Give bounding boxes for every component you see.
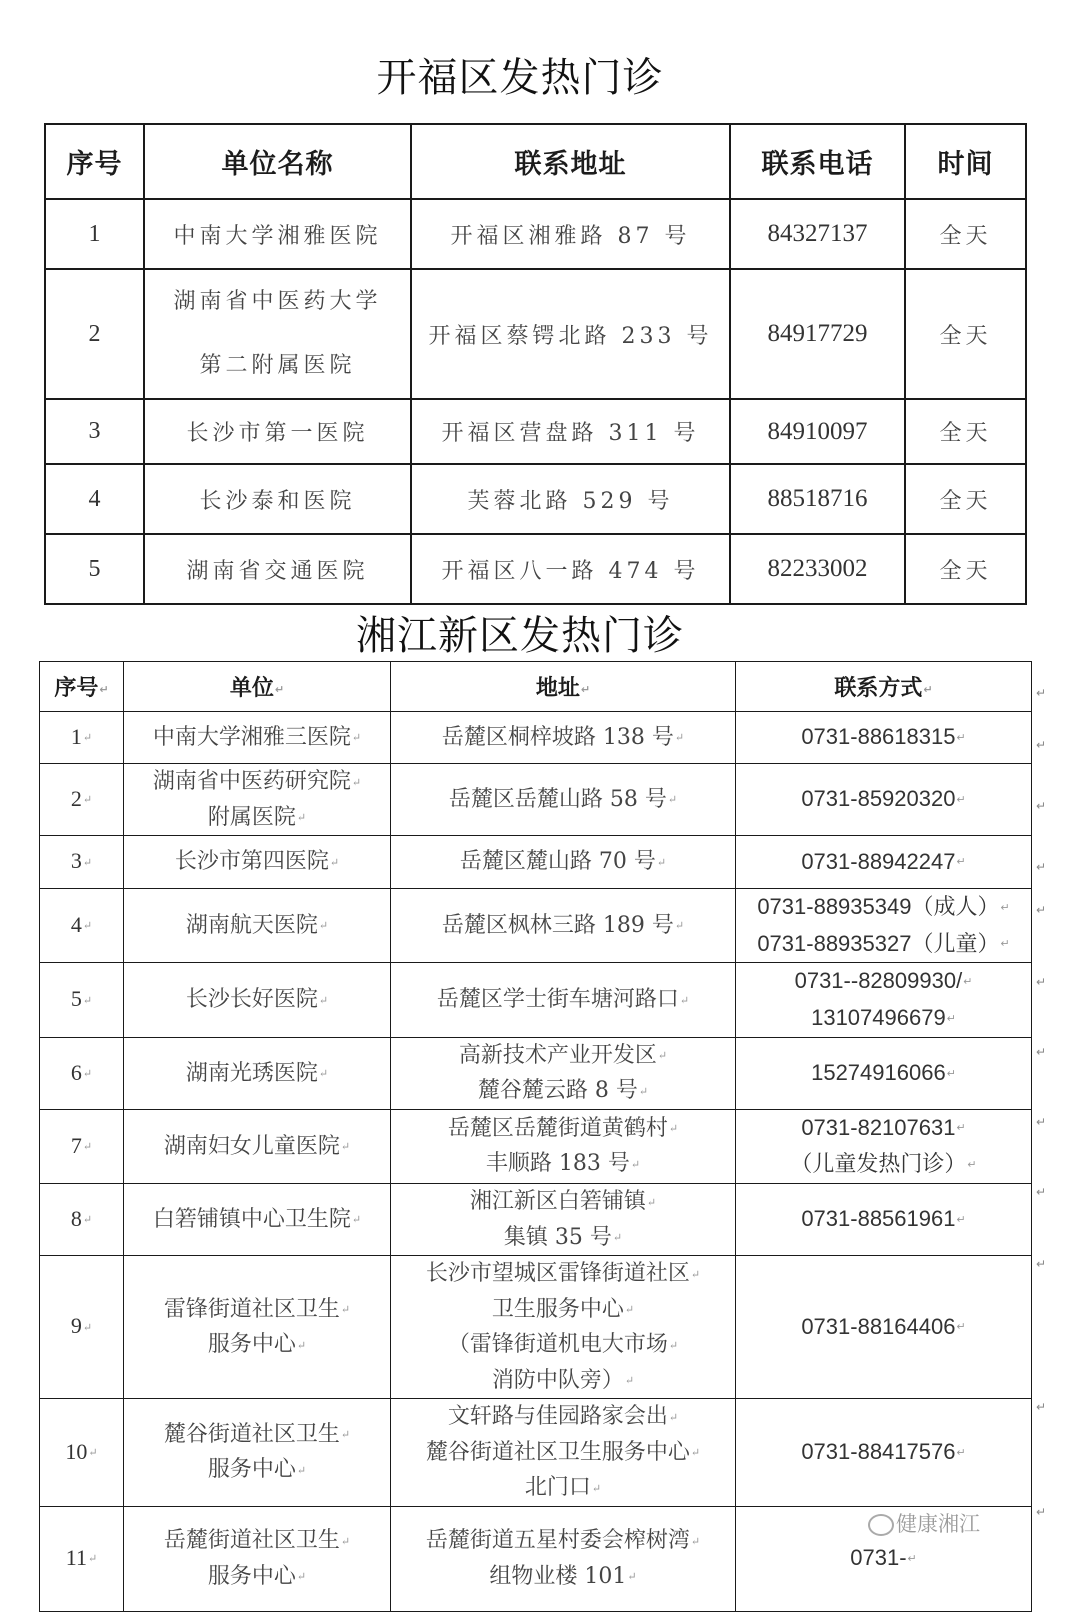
row-address-line: 文轩路与佳园路家会出 ↵	[391, 1399, 735, 1435]
row-address: 开福区营盘路 311 号	[411, 399, 730, 464]
row-unit-line: 长沙长好医院 ↵	[124, 982, 390, 1018]
row-address-line: （雷锋街道机电大市场 ↵	[391, 1327, 735, 1363]
row-address-line: 长沙市望城区雷锋街道社区 ↵	[391, 1256, 735, 1292]
row-no	[40, 836, 124, 889]
paragraph-mark-icon: ↵	[1036, 799, 1047, 813]
row-unit-line: 中南大学湘雅三医院 ↵	[124, 720, 390, 756]
row-address-line: 岳麓区学士街车塘河路口 ↵	[391, 982, 735, 1018]
row-address	[391, 712, 736, 764]
row-address-line: 丰顺路 183 号 ↵	[391, 1146, 735, 1182]
row-address-line: 高新技术产业开发区 ↵	[391, 1038, 735, 1074]
row-no	[40, 1184, 124, 1256]
row-contact-line: 0731-88164406 ↵	[736, 1309, 1031, 1346]
row-address-line: 湘江新区白箬铺镇 ↵	[391, 1184, 735, 1220]
header-no: 序号	[45, 124, 144, 199]
row-address	[391, 963, 736, 1037]
row-contact-line: 0731-88618315 ↵	[736, 719, 1031, 756]
paragraph-mark-icon: ↵	[1036, 1400, 1047, 1414]
row-contact	[736, 1256, 1032, 1399]
row-contact-line: 0731-85920320 ↵	[736, 781, 1031, 818]
table-row	[45, 269, 1026, 399]
row-unit-line: 麓谷街道社区卫生 ↵	[124, 1417, 390, 1453]
table-row	[45, 464, 1026, 534]
row-time: 全天	[905, 269, 1026, 399]
row-name: 长沙市第一医院	[144, 399, 411, 464]
row-unit	[124, 1184, 391, 1256]
row-contact	[736, 712, 1032, 764]
row-contact-line: 0731- ↵	[736, 1540, 1031, 1577]
row-unit	[124, 963, 391, 1037]
row-unit-line: 附属医院 ↵	[124, 800, 390, 836]
header-unit	[124, 662, 391, 712]
row-unit-line: 长沙市第四医院 ↵	[124, 844, 390, 880]
paragraph-mark-icon: ↵	[1036, 1257, 1047, 1271]
row-unit-line: 湖南省中医药研究院 ↵	[124, 764, 390, 800]
row-address-line: 卫生服务中心 ↵	[391, 1292, 735, 1328]
row-time: 全天	[905, 534, 1026, 604]
row-address	[391, 1037, 736, 1109]
row-no-line: 7 ↵	[40, 1128, 123, 1165]
row-address-line: 消防中队旁） ↵	[391, 1363, 735, 1399]
row-contact	[736, 963, 1032, 1037]
paragraph-mark-icon: ↵	[1036, 1045, 1047, 1059]
table-row	[40, 1184, 1032, 1256]
row-contact	[736, 1184, 1032, 1256]
row-time: 全天	[905, 199, 1026, 269]
row-address-line: 集镇 35 号 ↵	[391, 1220, 735, 1256]
paragraph-mark-icon: ↵	[1036, 903, 1047, 917]
row-contact-line: 0731-88561961 ↵	[736, 1201, 1031, 1238]
row-address-line: 组物业楼 101 ↵	[391, 1559, 735, 1595]
row-name-line: 湖南省中医药大学	[173, 289, 382, 314]
row-no-line: 6 ↵	[40, 1055, 123, 1092]
row-contact	[736, 889, 1032, 963]
row-contact-line: 0731-82107631 ↵	[736, 1110, 1031, 1147]
row-unit	[124, 889, 391, 963]
row-no: 4	[45, 464, 144, 534]
row-unit-line: 湖南妇女儿童医院 ↵	[124, 1129, 390, 1165]
row-address-line: 岳麓区桐梓坡路 138 号 ↵	[391, 720, 735, 756]
row-address: 开福区蔡锷北路 233 号	[411, 269, 730, 399]
row-address	[391, 1256, 736, 1399]
row-address: 芙蓉北路 529 号	[411, 464, 730, 534]
table-row	[40, 712, 1032, 764]
paragraph-mark-icon: ↵	[1036, 1505, 1047, 1519]
row-phone: 84910097	[730, 399, 905, 464]
row-address	[391, 764, 736, 836]
row-phone: 88518716	[730, 464, 905, 534]
kaifu-fever-clinic-table	[44, 123, 1027, 605]
row-no-line: 4 ↵	[40, 907, 123, 944]
row-no: 1	[45, 199, 144, 269]
row-name	[144, 269, 411, 399]
watermark-text: 健康湘江	[896, 1512, 980, 1536]
row-contact	[736, 1109, 1032, 1183]
row-name: 中南大学湘雅医院	[144, 199, 411, 269]
row-no	[40, 1109, 124, 1183]
row-contact-line: 0731-88935327（儿童） ↵	[736, 926, 1031, 963]
watermark	[868, 1508, 980, 1538]
kaifu-title: 开福区发热门诊	[376, 55, 664, 101]
table-row	[45, 399, 1026, 464]
row-no-line: 3 ↵	[40, 843, 123, 880]
row-no	[40, 1506, 124, 1611]
row-contact-line: 0731-88935349（成人） ↵	[736, 889, 1031, 926]
header-contact-label: 联系方式 ↵	[834, 676, 932, 701]
paragraph-mark-icon: ↵	[1036, 1185, 1047, 1199]
row-contact-line: 13107496679 ↵	[736, 1000, 1031, 1037]
row-address-line: 岳麓区岳麓山路 58 号 ↵	[391, 782, 735, 818]
row-unit	[124, 764, 391, 836]
row-no-line: 8 ↵	[40, 1201, 123, 1238]
row-address	[391, 1506, 736, 1611]
row-address-line: 岳麓区岳麓街道黄鹤村 ↵	[391, 1111, 735, 1147]
header-contact	[736, 662, 1032, 712]
xiangjiang-fever-clinic-table	[39, 661, 1032, 1612]
row-unit-line: 湖南航天医院 ↵	[124, 908, 390, 944]
paragraph-mark-icon: ↵	[1036, 1115, 1047, 1129]
row-address-line: 岳麓街道五星村委会榨树湾 ↵	[391, 1523, 735, 1559]
row-unit-line: 岳麓街道社区卫生 ↵	[124, 1523, 390, 1559]
row-address-line: 岳麓区麓山路 70 号 ↵	[391, 844, 735, 880]
paragraph-mark-icon: ↵	[1036, 738, 1047, 752]
paragraph-mark-icon: ↵	[1036, 860, 1047, 874]
row-contact	[736, 1037, 1032, 1109]
table-row	[40, 1256, 1032, 1399]
table-row	[40, 963, 1032, 1037]
row-no-line: 9 ↵	[40, 1308, 123, 1345]
row-phone: 82233002	[730, 534, 905, 604]
table-header-row	[45, 124, 1026, 199]
row-unit-line: 雷锋街道社区卫生 ↵	[124, 1292, 390, 1328]
row-unit-line: 服务中心 ↵	[124, 1452, 390, 1488]
table-row	[40, 889, 1032, 963]
row-address-line: 北门口 ↵	[391, 1470, 735, 1506]
row-contact-line: 15274916066 ↵	[736, 1055, 1031, 1092]
row-address	[391, 1109, 736, 1183]
row-contact	[736, 836, 1032, 889]
row-no: 3	[45, 399, 144, 464]
wechat-icon	[868, 1514, 894, 1536]
row-name-line: 第二附属医院	[199, 353, 356, 378]
row-unit-line: 服务中心 ↵	[124, 1327, 390, 1363]
row-contact	[736, 764, 1032, 836]
row-time: 全天	[905, 399, 1026, 464]
row-phone: 84327137	[730, 199, 905, 269]
row-contact-line: 0731--82809930/ ↵	[736, 963, 1031, 1000]
row-phone: 84917729	[730, 269, 905, 399]
row-address	[391, 889, 736, 963]
table-row	[40, 1037, 1032, 1109]
row-contact-line: 0731-88942247 ↵	[736, 844, 1031, 881]
row-time: 全天	[905, 464, 1026, 534]
header-unit-label: 单位 ↵	[230, 676, 284, 701]
table-row	[40, 836, 1032, 889]
row-address-line: 岳麓区枫林三路 189 号 ↵	[391, 908, 735, 944]
row-address-line: 麓谷麓云路 8 号 ↵	[391, 1073, 735, 1109]
row-no-line: 10 ↵	[40, 1434, 123, 1471]
row-no	[40, 764, 124, 836]
row-no	[40, 712, 124, 764]
paragraph-mark-icon: ↵	[1036, 975, 1047, 989]
row-name: 湖南省交通医院	[144, 534, 411, 604]
row-contact-line: （儿童发热门诊） ↵	[736, 1146, 1031, 1183]
row-address	[391, 1399, 736, 1507]
row-unit	[124, 1506, 391, 1611]
row-unit	[124, 1109, 391, 1183]
row-no	[40, 889, 124, 963]
row-no	[40, 1256, 124, 1399]
row-unit-line: 白箬铺镇中心卫生院 ↵	[124, 1202, 390, 1238]
row-unit-line: 湖南光琇医院 ↵	[124, 1056, 390, 1092]
row-contact	[736, 1399, 1032, 1507]
row-address: 开福区湘雅路 87 号	[411, 199, 730, 269]
table-row	[45, 199, 1026, 269]
header-no	[40, 662, 124, 712]
header-phone: 联系电话	[730, 124, 905, 199]
row-unit-line: 服务中心 ↵	[124, 1559, 390, 1595]
header-address	[391, 662, 736, 712]
row-no	[40, 1037, 124, 1109]
row-unit	[124, 1037, 391, 1109]
table-row	[40, 1109, 1032, 1183]
row-unit	[124, 836, 391, 889]
table-header-row	[40, 662, 1032, 712]
row-no: 2	[45, 269, 144, 399]
table-row	[40, 764, 1032, 836]
row-no	[40, 963, 124, 1037]
table-row	[40, 1399, 1032, 1507]
row-no-line: 2 ↵	[40, 781, 123, 818]
row-unit	[124, 1399, 391, 1507]
header-name: 单位名称	[144, 124, 411, 199]
row-unit	[124, 1256, 391, 1399]
header-address: 联系地址	[411, 124, 730, 199]
header-no-label: 序号 ↵	[54, 676, 108, 701]
row-no-line: 1 ↵	[40, 719, 123, 756]
xiangjiang-title: 湘江新区发热门诊	[356, 613, 684, 659]
row-name: 长沙泰和医院	[144, 464, 411, 534]
row-no	[40, 1399, 124, 1507]
row-address	[391, 836, 736, 889]
row-contact-line: 0731-88417576 ↵	[736, 1434, 1031, 1471]
row-no-line: 11 ↵	[40, 1540, 123, 1577]
row-address-line: 麓谷街道社区卫生服务中心 ↵	[391, 1435, 735, 1471]
paragraph-mark-icon: ↵	[1036, 686, 1047, 700]
row-address	[391, 1184, 736, 1256]
table-row	[45, 534, 1026, 604]
row-address: 开福区八一路 474 号	[411, 534, 730, 604]
row-no-line: 5 ↵	[40, 981, 123, 1018]
header-address-label: 地址 ↵	[536, 676, 590, 701]
row-unit	[124, 712, 391, 764]
row-no: 5	[45, 534, 144, 604]
header-time: 时间	[905, 124, 1026, 199]
